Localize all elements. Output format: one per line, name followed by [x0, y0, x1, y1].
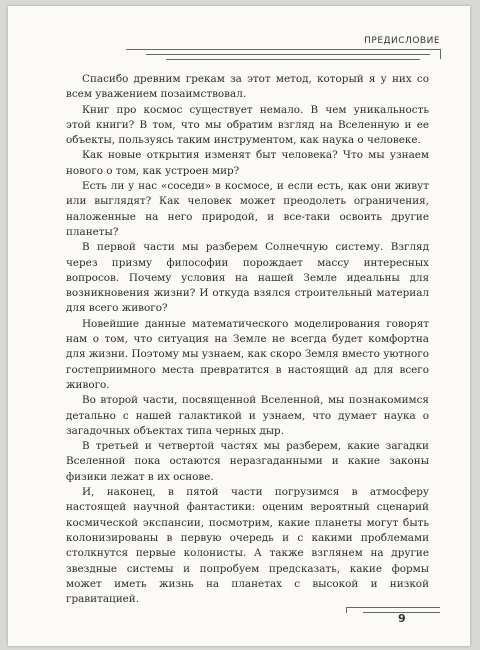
header-rule-tick: [440, 49, 441, 59]
paragraph: В третьей и четвертой частях мы разберем, какие загадки Вселенной пока остаются неразгаданными и какие законы физики лежат в их основе.: [66, 440, 429, 483]
paragraph: Во второй части, посвященной Вселенной, мы познакомимся детально с нашей галактикой и узнаем, что думает наука о загадочных объектах типа черных дыр.: [66, 394, 429, 437]
page-number: 9: [398, 612, 406, 625]
paragraph: Спасибо древним грекам за этот метод, который я у них со всем уважением позаимствовал.: [66, 73, 429, 101]
book-page: [8, 6, 470, 646]
header-rule-bottom: [166, 59, 420, 60]
paragraph: Книг про космос существует немало. В чем уникальность этой книги? В том, что мы обратим взгляд на Вселенную и ее объекты, пользуясь таким инструментом, как наука о человеке.: [66, 103, 429, 147]
paragraph: В первой части мы разберем Солнечную систему. Взгляд через призму философии порождает массу интересных вопросов. Почему условия на нашей Земле идеальны для возникновения жизни? И откуда взялся строительный материал для всего живого?: [66, 241, 429, 315]
paragraph: Как новые открытия изменят быт человека? Что мы узнаем нового о том, как устроен мир?: [66, 149, 429, 177]
running-header: ПРЕДИСЛОВИЕ: [364, 36, 440, 46]
header-rule-middle: [146, 54, 430, 55]
footer-rule-top: [346, 607, 440, 608]
paragraph: Есть ли у нас «соседи» в космосе, и если есть, как они живут или выглядят? Как человек может преодолеть ограничения, наложенные на него природой, и все-таки освоить другие планеты?: [66, 180, 429, 238]
footer-rule-tick: [346, 607, 347, 613]
body-text: [66, 72, 429, 607]
paragraph: И, наконец, в пятой части погрузимся в атмосферу настоящей научной фантастики: оценим вероятный сценарий космической экспансии, посмотрим, какие планеты могут быть колонизированы в первую очередь и с какими проблемами столкнутся первые колонисты. А также взглянем на другие звездные системы и попробуем предсказать, какие формы может иметь жизнь на планетах с высокой и низкой гравитацией.: [66, 486, 429, 606]
paragraph: Новейшие данные математического моделирования говорят нам о том, что ситуация на Земле не всегда будет комфортна для жизни. Поэтому мы узнаем, как скоро Земля вместо уютного гостеприимного места превратится в настоящий ад для всего живого.: [66, 317, 429, 391]
header-rule-top: [126, 49, 440, 50]
